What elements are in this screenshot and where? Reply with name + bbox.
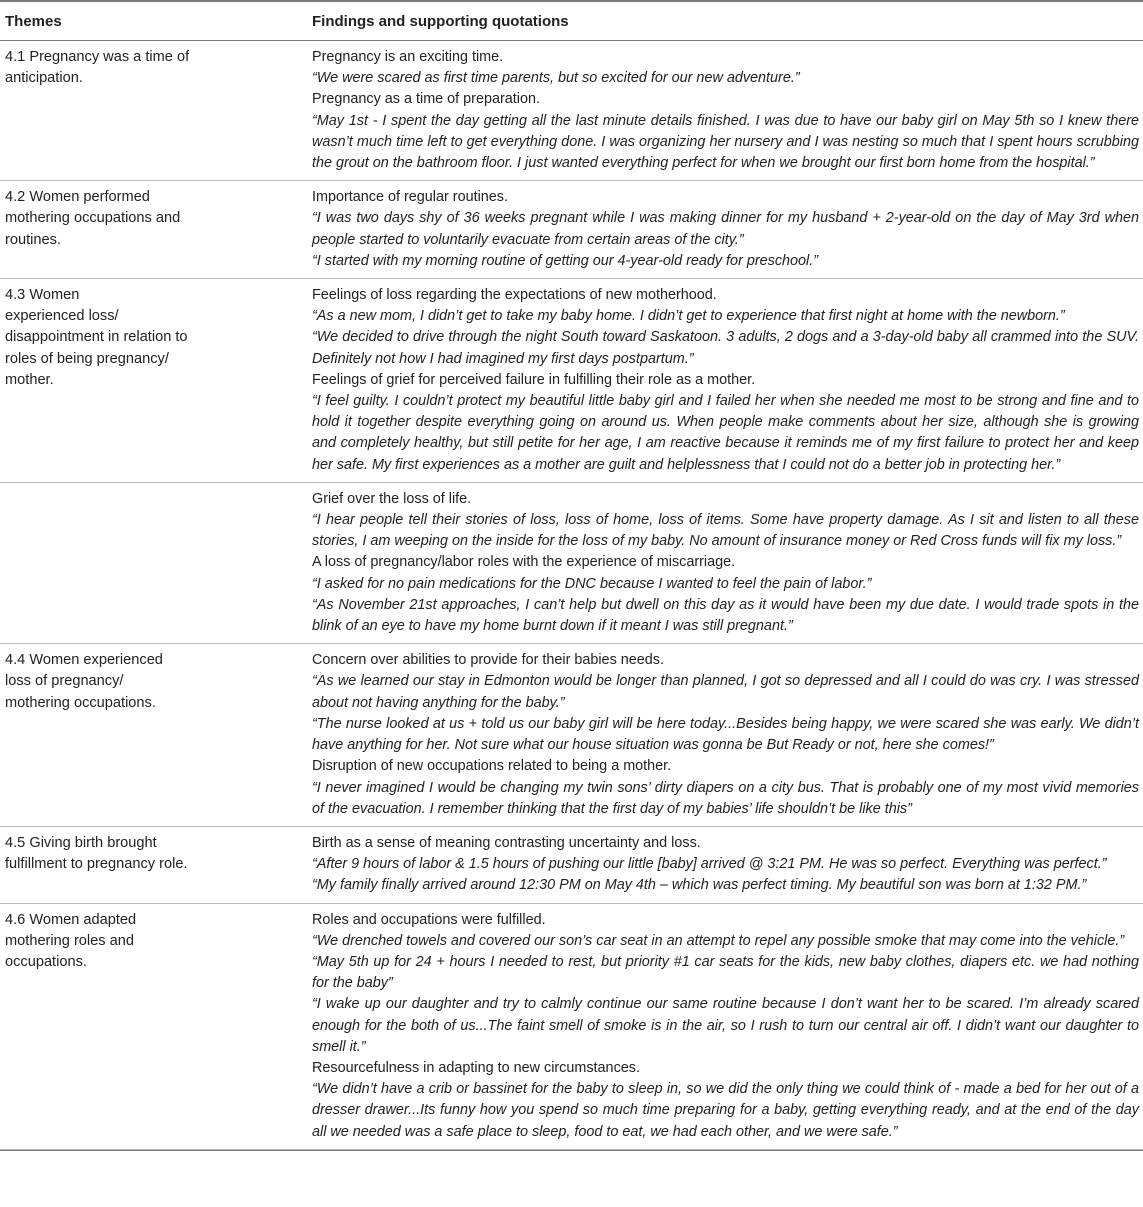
finding-label: Pregnancy is an exciting time. [312, 49, 504, 65]
theme-cell: 4.2 Women performed mothering occupations and routines. [5, 189, 181, 248]
findings-cell [306, 279, 1143, 482]
supporting-quotation: “I asked for no pain medications for the DNC because I wanted to feel the pain of labor.” [312, 575, 872, 592]
findings-cell [306, 41, 1143, 180]
supporting-quotation: “We didn’t have a crib or bassinet for the baby to sleep in, so we did the only thing we could think of - made a bed for her out of a dresser drawer...Its funny how you spend so much time preparing for a baby, getting everything ready, and at the end of the day all we needed was a safe place to sleep, food to eat, we had each other, and we were safe.” [312, 1081, 1139, 1140]
findings-cell [306, 904, 1143, 1149]
theme-cell [0, 483, 306, 643]
findings-cell [306, 644, 1143, 826]
table-row [0, 279, 1143, 483]
finding-label: Roles and occupations were fulfilled. [312, 911, 546, 928]
theme-cell: 4.6 Women adapted mothering roles and occupations. [5, 911, 137, 970]
findings-cell [306, 827, 1143, 903]
findings-cell [306, 181, 1143, 278]
supporting-quotation: “I never imagined I would be changing my twin sons’ dirty diapers on a city bus. That is probably one of my most vivid memories of the evacuation. I remember thinking that the first day of my babies’ life shouldn’t be like this” [312, 779, 1139, 817]
supporting-quotation: “May 5th up for 24 + hours I needed to rest, but priority #1 car seats for the kids, new baby clothes, diapers etc. we had nothing for the baby” [312, 953, 1139, 992]
supporting-quotation: “I wake up our daughter and try to calmly continue our same routine because I don’t want her to be scared. I’m already scared enough for the both of us...The faint smell of smoke is in the air, so I rush to turn our central air off. I didn’t want our daughter to smell it.” [312, 996, 1139, 1055]
supporting-quotation: “As we learned our stay in Edmonton would be longer than planned, I got so depressed and all I could do was cry. I was stressed about not having anything for the baby.” [312, 673, 1139, 711]
theme-cell: 4.4 Women experienced loss of pregnancy/ mothering occupations. [5, 652, 163, 711]
table-row [0, 904, 1143, 1150]
finding-label: Disruption of new occupations related to being a mother. [312, 758, 672, 775]
table-row [0, 483, 1143, 644]
table-header [0, 0, 1143, 41]
header-themes: Themes [5, 12, 62, 30]
supporting-quotation: “I was two days shy of 36 weeks pregnant while I was making dinner for my husband + 2-year-old on the day of May 3rd when people started to voluntarily evacuate from certain areas of the city.” [312, 210, 1139, 248]
supporting-quotation: “After 9 hours of labor & 1.5 hours of pushing our little [baby] arrived @ 3:21 PM. He was so perfect. Everything was perfect.” [312, 856, 1107, 873]
table-row [0, 181, 1143, 279]
finding-label: A loss of pregnancy/labor roles with the experience of miscarriage. [312, 554, 736, 571]
supporting-quotation: “I started with my morning routine of getting our 4-year-old ready for preschool.” [312, 252, 819, 269]
supporting-quotation: “My family finally arrived around 12:30 PM on May 4th – which was perfect timing. My beautiful son was born at 1:32 PM.” [312, 877, 1087, 894]
table-body [0, 41, 1143, 1151]
theme-cell: 4.3 Women experienced loss/ disappointment in relation to roles of being pregnancy/ mother. [5, 287, 188, 388]
finding-label: Pregnancy as a time of preparation. [312, 91, 540, 108]
finding-label: Birth as a sense of meaning contrasting uncertainty and loss. [312, 834, 701, 851]
supporting-quotation: “I feel guilty. I couldn’t protect my beautiful little baby girl and I failed her when she needed me most to be strong and fine and to hold it together despite everything going on around us. When people make comments about her size, although she is growing and completely healthy, but still petite for her age, I am reactive because it reminds me of my first failure to protect her and keep her safe. My first experiences as a mother are guilt and helplessness that I could not do a better job in protecting her.” [312, 393, 1139, 473]
header-findings: Findings and supporting quotations [312, 12, 569, 30]
supporting-quotation: “As November 21st approaches, I can’t help but dwell on this day as it would have been my due date. I would trade spots in the blink of an eye to have my home burnt down if it meant I was still pregnant.” [312, 596, 1139, 635]
table-bottom-rule [0, 1150, 1143, 1151]
finding-label: Importance of regular routines. [312, 189, 508, 206]
finding-label: Grief over the loss of life. [312, 490, 472, 507]
table-row [0, 41, 1143, 181]
finding-label: Concern over abilities to provide for their babies needs. [312, 652, 664, 669]
finding-label: Feelings of loss regarding the expectations of new motherhood. [312, 287, 717, 304]
finding-label: Feelings of grief for perceived failure in fulfilling their role as a mother. [312, 371, 756, 388]
finding-label: Resourcefulness in adapting to new circumstances. [312, 1059, 640, 1076]
supporting-quotation: “As a new mom, I didn’t get to take my baby home. I didn’t get to experience that first night at home with the newborn.” [312, 308, 1065, 325]
supporting-quotation: “We decided to drive through the night South toward Saskatoon. 3 adults, 2 dogs and a 3-day-old baby all crammed into the SUV. Definitely not how I had imagined my first days postpartum.” [312, 329, 1139, 367]
findings-cell [306, 483, 1143, 643]
theme-cell: 4.1 Pregnancy was a time of anticipation. [5, 49, 190, 87]
supporting-quotation: “I hear people tell their stories of loss, loss of home, loss of items. Some have property damage. As I sit and listen to all these stories, I am weeping on the inside for the loss of my baby. No amount of insurance money or Red Cross funds will fix my loss.” [312, 512, 1139, 550]
theme-cell: 4.5 Giving birth brought fulfillment to pregnancy role. [5, 834, 188, 873]
supporting-quotation: “We drenched towels and covered our son’s car seat in an attempt to repel any possible smoke that may come into the vehicle.” [312, 932, 1125, 949]
table-row [0, 827, 1143, 904]
supporting-quotation: “The nurse looked at us + told us our baby girl will be here today...Besides being happy, we were scared she was early. We didn’t have anything for her. Not sure what our house situation was gonna be But Ready or not, here she comes!” [312, 715, 1139, 754]
table-row [0, 644, 1143, 827]
supporting-quotation: “We were scared as first time parents, but so excited for our new adventure.” [312, 70, 800, 87]
supporting-quotation: “May 1st - I spent the day getting all the last minute details finished. I was due to have our baby girl on May 5th so I knew there wasn’t much time left to get everything done. I was organizing her nursery and I was nesting so much that I spent hours scrubbing the grout on the bathroom floor. I just wanted everything perfect for when we brought our first born home from the hospital.” [312, 112, 1139, 172]
